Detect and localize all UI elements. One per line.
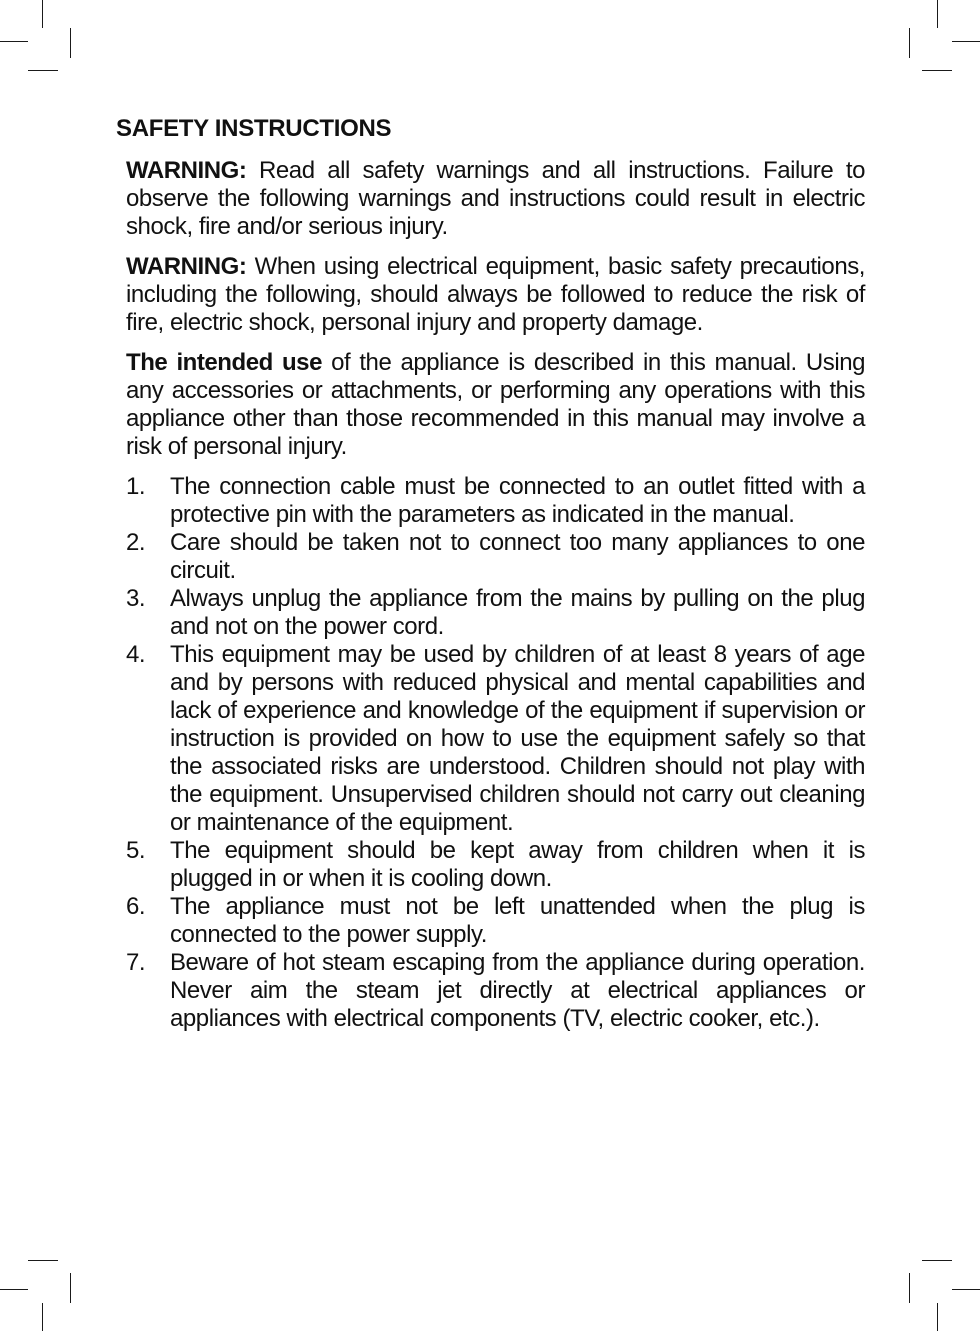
warning-paragraph [126,253,865,337]
crop-mark [937,0,938,28]
warning-label: WARNING: [126,157,247,184]
paragraph-text: When using electrical equipment, basic safety precautions, including the following, should always be followed to reduce the risk of fire, electric shock, personal injury and property damage. [126,253,865,336]
paragraph-text: of the appliance is described in this manual. Using any accessories or attachments, or performing any operations with this appliance other than those recommended in this manual may involve a risk of personal injury. [126,349,866,460]
crop-mark [909,28,910,58]
item-number: 4. [126,641,146,668]
intended-use-paragraph [126,349,865,461]
item-number: 1. [126,473,146,500]
item-text: The connection cable must be connected to an outlet fitted with a protective pin with the parameters as indicated in the manual. [170,473,865,528]
list-item [126,585,865,641]
intended-use-label: The intended use [126,349,322,376]
list-item [126,641,865,837]
item-text: Beware of hot steam escaping from the appliance during operation. Never aim the steam jet directly at electrical appliances or appliances with electrical components (TV, electric cooker, etc.). [170,949,865,1032]
instructions-body [126,157,865,1033]
crop-mark [0,41,28,42]
crop-mark [922,70,952,71]
list-item [126,893,865,949]
item-text: Care should be taken not to connect too many appliances to one circuit. [170,529,865,584]
item-number: 7. [126,949,146,976]
item-number: 5. [126,837,146,864]
warning-paragraph [126,157,865,241]
crop-mark [922,1260,952,1261]
item-text: The equipment should be kept away from children when it is plugged in or when it is cooling down. [170,837,865,892]
item-number: 6. [126,893,146,920]
crop-mark [28,70,58,71]
paragraph-text: Read all safety warnings and all instructions. Failure to observe the following warnings and instructions could result in electric shock, fire and/or serious injury. [126,157,865,240]
crop-mark [28,1260,58,1261]
document-page [116,112,866,1033]
crop-mark [70,28,71,58]
item-text: Always unplug the appliance from the mains by pulling on the plug and not on the power cord. [170,585,865,640]
crop-mark [70,1273,71,1303]
crop-mark [42,0,43,28]
crop-mark [937,1303,938,1331]
crop-mark [909,1273,910,1303]
safety-list [126,473,865,1033]
list-item [126,949,865,1033]
item-number: 3. [126,585,146,612]
crop-mark [952,41,980,42]
crop-mark [0,1289,28,1290]
item-number: 2. [126,529,146,556]
list-item [126,529,865,585]
crop-mark [42,1303,43,1331]
item-text: The appliance must not be left unattended when the plug is connected to the power supply. [170,893,865,948]
page-title: SAFETY INSTRUCTIONS [116,115,392,142]
list-item [126,473,865,529]
list-item [126,837,865,893]
crop-mark [952,1289,980,1290]
warning-label: WARNING: [126,253,247,280]
item-text: This equipment may be used by children of at least 8 years of age and by persons with reduced physical and mental capabilities and lack of experience and knowledge of the equipment if supervision or instruction is provided on how to use the equipment safely so that the associated risks are understood. Children should not play with the equipment. Unsupervised children should not carry out cleaning or maintenance of the equipment. [170,641,865,836]
